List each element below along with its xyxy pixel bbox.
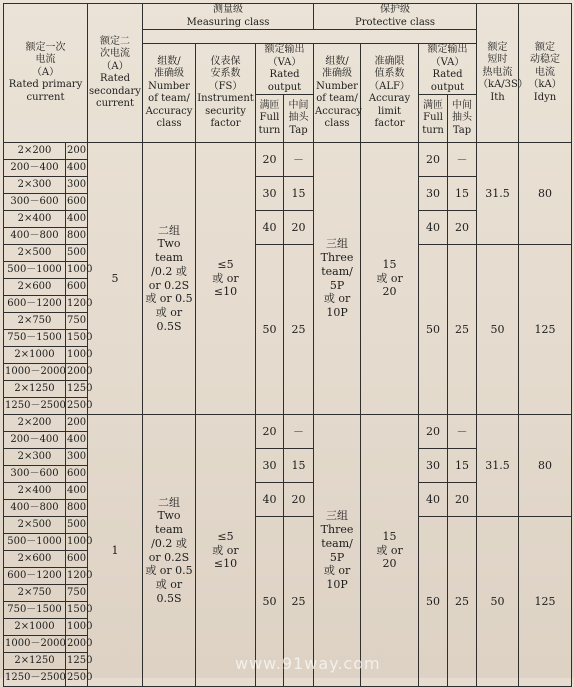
primary-current: 300－600 bbox=[4, 194, 66, 211]
primary-current: 2×1000 bbox=[4, 619, 66, 636]
meas-full-turn: 40 bbox=[256, 211, 284, 245]
tap-current: 1500 bbox=[66, 330, 88, 347]
tap-current: 400 bbox=[66, 211, 88, 228]
tap-current: 1000 bbox=[66, 347, 88, 364]
tap-current: 1200 bbox=[66, 568, 88, 585]
meas-tap: 20 bbox=[284, 483, 314, 517]
tap-current: 500 bbox=[66, 517, 88, 534]
primary-current: 1250－2500 bbox=[4, 398, 66, 415]
primary-current: 750－1500 bbox=[4, 330, 66, 347]
meas-full-turn: 50 bbox=[256, 245, 284, 415]
instrument-security-factor: ≤5 或 or ≤10 bbox=[196, 415, 256, 687]
primary-current: 2×600 bbox=[4, 551, 66, 568]
primary-current: 600－1200 bbox=[4, 296, 66, 313]
ith-value: 31.5 bbox=[477, 415, 519, 517]
primary-current: 2×400 bbox=[4, 211, 66, 228]
prot-full-turn: 20 bbox=[419, 415, 448, 449]
tap-current: 600 bbox=[66, 194, 88, 211]
meas-full-turn: 50 bbox=[256, 517, 284, 687]
idyn-value: 125 bbox=[519, 517, 572, 687]
prot-tap: － bbox=[448, 415, 477, 449]
ct-spec-table bbox=[3, 3, 572, 687]
header-alf: 准确限 值系数 （ALF） Accuray limit factor bbox=[361, 44, 419, 143]
prot-full-turn: 40 bbox=[419, 211, 448, 245]
meas-full-turn: 30 bbox=[256, 449, 284, 483]
prot-tap: 20 bbox=[448, 211, 477, 245]
prot-tap: 25 bbox=[448, 517, 477, 687]
meas-tap: 25 bbox=[284, 517, 314, 687]
header-ith: 额定 短时 热电流 （kA/3S） Ith bbox=[477, 4, 519, 143]
header-rated-primary: 额定一次 电流 （A） Rated primary current bbox=[4, 4, 88, 143]
ith-value: 50 bbox=[477, 517, 519, 687]
primary-current: 400－800 bbox=[4, 228, 66, 245]
secondary-current: 5 bbox=[88, 143, 143, 415]
tap-current: 1200 bbox=[66, 296, 88, 313]
primary-current: 2×750 bbox=[4, 313, 66, 330]
primary-current: 1000－2000 bbox=[4, 364, 66, 381]
instrument-security-factor: ≤5 或 or ≤10 bbox=[196, 143, 256, 415]
tap-current: 2500 bbox=[66, 670, 88, 687]
table-row bbox=[4, 415, 572, 432]
primary-current: 750－1500 bbox=[4, 602, 66, 619]
ith-value: 31.5 bbox=[477, 143, 519, 245]
header-meas-rated-output: 额定输出 （VA） Rated output bbox=[256, 44, 314, 95]
tap-current: 400 bbox=[66, 483, 88, 500]
tap-current: 300 bbox=[66, 177, 88, 194]
meas-tap: 15 bbox=[284, 449, 314, 483]
header-protective-class: 保护级 Protective class bbox=[314, 4, 477, 30]
header-rated-secondary: 额定二 次电流 （A） Rated secondary current bbox=[88, 4, 143, 143]
primary-current: 500－1000 bbox=[4, 262, 66, 279]
primary-current: 2×200 bbox=[4, 143, 66, 160]
tap-current: 800 bbox=[66, 500, 88, 517]
tap-current: 300 bbox=[66, 449, 88, 466]
idyn-value: 80 bbox=[519, 143, 572, 245]
prot-full-turn: 50 bbox=[419, 517, 448, 687]
tap-current: 200 bbox=[66, 415, 88, 432]
table-row bbox=[4, 143, 572, 160]
prot-full-turn: 40 bbox=[419, 483, 448, 517]
meas-group-accuracy: 二组 Two team /0.2 或 or 0.2S 或 or 0.5 或 or 0.5S bbox=[143, 415, 196, 687]
meas-full-turn: 40 bbox=[256, 483, 284, 517]
primary-current: 300－600 bbox=[4, 466, 66, 483]
prot-full-turn: 20 bbox=[419, 143, 448, 177]
tap-current: 2000 bbox=[66, 636, 88, 653]
header-prot-tap: 中间 抽头 Tap bbox=[448, 95, 477, 143]
prot-full-turn: 30 bbox=[419, 177, 448, 211]
header-prot-group-accuracy: 组数/ 准确级 Number of team/ Accuracy class bbox=[314, 44, 361, 143]
meas-tap: 15 bbox=[284, 177, 314, 211]
meas-full-turn: 30 bbox=[256, 177, 284, 211]
primary-current: 200－400 bbox=[4, 160, 66, 177]
tap-current: 2500 bbox=[66, 398, 88, 415]
primary-current: 2×200 bbox=[4, 415, 66, 432]
accuracy-limit-factor: 15 或 or 20 bbox=[361, 143, 419, 415]
tap-current: 600 bbox=[66, 551, 88, 568]
prot-full-turn: 30 bbox=[419, 449, 448, 483]
meas-full-turn: 20 bbox=[256, 415, 284, 449]
tap-current: 800 bbox=[66, 228, 88, 245]
header-prot-rated-output: 额定输出 （VA） Rated output bbox=[419, 44, 477, 95]
primary-current: 2×300 bbox=[4, 177, 66, 194]
ith-value: 50 bbox=[477, 245, 519, 415]
idyn-value: 125 bbox=[519, 245, 572, 415]
tap-current: 600 bbox=[66, 279, 88, 296]
prot-tap: 15 bbox=[448, 177, 477, 211]
tap-current: 1500 bbox=[66, 602, 88, 619]
prot-group-accuracy: 三组 Three team/ 5P 或 or 10P bbox=[314, 143, 361, 415]
meas-full-turn: 20 bbox=[256, 143, 284, 177]
primary-current: 400－800 bbox=[4, 500, 66, 517]
prot-group-accuracy: 三组 Three team/ 5P 或 or 10P bbox=[314, 415, 361, 687]
secondary-current: 1 bbox=[88, 415, 143, 687]
header-measuring-class: 测量级 Measuring class bbox=[143, 4, 314, 30]
accuracy-limit-factor: 15 或 or 20 bbox=[361, 415, 419, 687]
primary-current: 200－400 bbox=[4, 432, 66, 449]
prot-tap: 15 bbox=[448, 449, 477, 483]
primary-current: 2×1250 bbox=[4, 653, 66, 670]
primary-current: 2×1250 bbox=[4, 381, 66, 398]
tap-current: 400 bbox=[66, 432, 88, 449]
meas-tap: 25 bbox=[284, 245, 314, 415]
tap-current: 750 bbox=[66, 585, 88, 602]
tap-current: 1000 bbox=[66, 619, 88, 636]
header-prot-full-turn: 满匝 Full turn bbox=[419, 95, 448, 143]
primary-current: 2×750 bbox=[4, 585, 66, 602]
watermark: www.91way.com bbox=[235, 654, 381, 673]
tap-current: 1000 bbox=[66, 262, 88, 279]
prot-tap: 20 bbox=[448, 483, 477, 517]
prot-full-turn: 50 bbox=[419, 245, 448, 415]
primary-current: 2×300 bbox=[4, 449, 66, 466]
idyn-value: 80 bbox=[519, 415, 572, 517]
primary-current: 2×1000 bbox=[4, 347, 66, 364]
header-meas-tap: 中间 抽头 Tap bbox=[284, 95, 314, 143]
tap-current: 600 bbox=[66, 466, 88, 483]
primary-current: 500－1000 bbox=[4, 534, 66, 551]
header-fs: 仪表保 安系数 （FS） Instrument security factor bbox=[196, 44, 256, 143]
tap-current: 500 bbox=[66, 245, 88, 262]
meas-group-accuracy: 二组 Two team /0.2 或 or 0.2S 或 or 0.5 或 or 0.5S bbox=[143, 143, 196, 415]
tap-current: 1250 bbox=[66, 653, 88, 670]
tap-current: 400 bbox=[66, 160, 88, 177]
tap-current: 1250 bbox=[66, 381, 88, 398]
tap-current: 1000 bbox=[66, 534, 88, 551]
primary-current: 2×400 bbox=[4, 483, 66, 500]
meas-tap: － bbox=[284, 143, 314, 177]
tap-current: 750 bbox=[66, 313, 88, 330]
primary-current: 600－1200 bbox=[4, 568, 66, 585]
meas-tap: 20 bbox=[284, 211, 314, 245]
header-meas-full-turn: 满匝 Full turn bbox=[256, 95, 284, 143]
header-idyn: 额定 动稳定 电流 （kA） Idyn bbox=[519, 4, 572, 143]
meas-tap: － bbox=[284, 415, 314, 449]
primary-current: 2×500 bbox=[4, 517, 66, 534]
tap-current: 2000 bbox=[66, 364, 88, 381]
prot-tap: 25 bbox=[448, 245, 477, 415]
primary-current: 2×600 bbox=[4, 279, 66, 296]
tap-current: 200 bbox=[66, 143, 88, 160]
primary-current: 2×500 bbox=[4, 245, 66, 262]
prot-tap: － bbox=[448, 143, 477, 177]
header-meas-group-accuracy: 组数/ 准确级 Number of team/ Accuracy class bbox=[143, 44, 196, 143]
primary-current: 1000－2000 bbox=[4, 636, 66, 653]
primary-current: 1250－2500 bbox=[4, 670, 66, 687]
